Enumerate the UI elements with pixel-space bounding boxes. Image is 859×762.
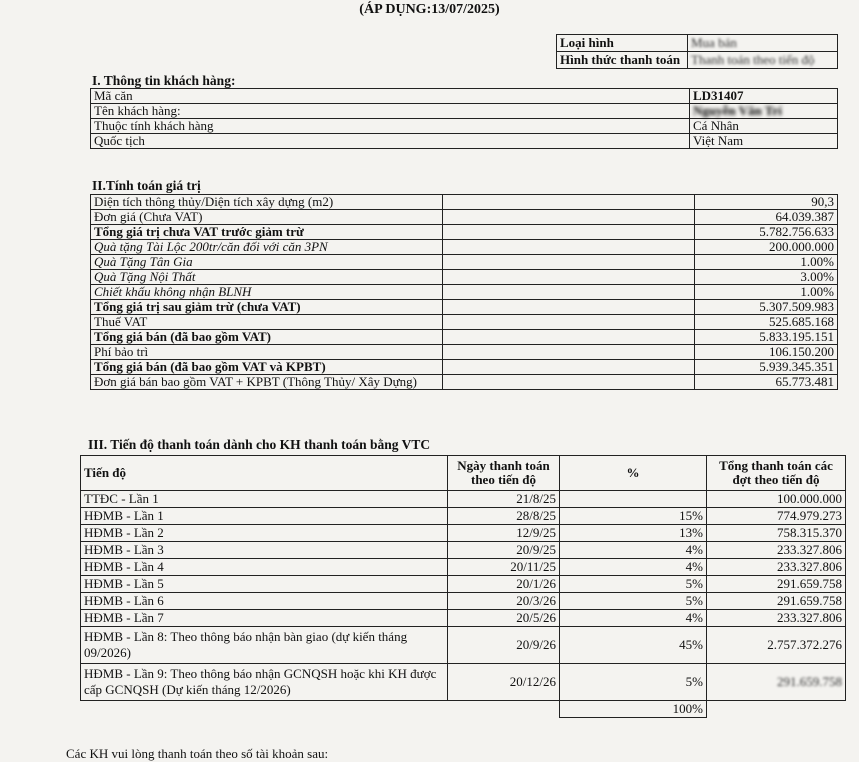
calc-row <box>91 315 838 330</box>
schedule-percent: 4% <box>560 559 707 576</box>
calc-row <box>91 225 838 240</box>
schedule-date: 20/5/26 <box>448 610 560 627</box>
schedule-date: 20/12/26 <box>448 664 560 701</box>
calc-spacer-cell <box>443 255 695 270</box>
calc-label: Đơn giá (Chưa VAT) <box>91 210 443 225</box>
schedule-amount: 291.659.758 <box>707 664 846 701</box>
calc-label: Quà Tặng Tân Gia <box>91 255 443 270</box>
calc-label: Tổng giá trị sau giảm trừ (chưa VAT) <box>91 300 443 315</box>
schedule-stage: HĐMB - Lần 6 <box>81 593 448 610</box>
schedule-amount: 291.659.758 <box>707 576 846 593</box>
type-label: Loại hình <box>557 35 688 52</box>
customer-type-label: Thuộc tính khách hàng <box>91 119 690 134</box>
document-title: (ÁP DỤNG:13/07/2025) <box>359 2 500 17</box>
schedule-amount: 100.000.000 <box>707 491 846 508</box>
schedule-row <box>81 627 846 664</box>
schedule-amount: 233.327.806 <box>707 610 846 627</box>
unit-code-value: LD31407 <box>690 89 838 104</box>
col-header-date: Ngày thanh toán theo tiến độ <box>448 456 560 491</box>
calc-row <box>91 210 838 225</box>
schedule-stage: HĐMB - Lần 3 <box>81 542 448 559</box>
schedule-total-row <box>81 701 846 718</box>
schedule-percent: 45% <box>560 627 707 664</box>
calc-label: Tổng giá bán (đã bao gồm VAT) <box>91 330 443 345</box>
type-box <box>556 34 838 69</box>
calc-label: Tổng giá bán (đã bao gồm VAT và KPBT) <box>91 360 443 375</box>
calc-label: Phí bảo trì <box>91 345 443 360</box>
calc-row <box>91 270 838 285</box>
calc-value: 5.833.195.151 <box>695 330 838 345</box>
schedule-row <box>81 664 846 701</box>
total-empty-cell <box>448 701 560 718</box>
col-header-amount: Tổng thanh toán các đợt theo tiến độ <box>707 456 846 491</box>
calc-row <box>91 240 838 255</box>
calc-value: 90,3 <box>695 195 838 210</box>
customer-row <box>91 104 838 119</box>
calc-label: Quà tặng Tài Lộc 200tr/căn đối với căn 3PN <box>91 240 443 255</box>
schedule-date: 20/9/25 <box>448 542 560 559</box>
calc-spacer-cell <box>443 315 695 330</box>
schedule-row <box>81 576 846 593</box>
schedule-row <box>81 508 846 525</box>
type-row <box>557 35 838 52</box>
customer-name-label: Tên khách hàng: <box>91 104 690 119</box>
calc-value: 525.685.168 <box>695 315 838 330</box>
schedule-percent: 13% <box>560 525 707 542</box>
schedule-percent: 5% <box>560 593 707 610</box>
schedule-row <box>81 559 846 576</box>
nationality-value: Việt Nam <box>690 134 838 149</box>
schedule-percent: 5% <box>560 664 707 701</box>
nationality-label: Quốc tịch <box>91 134 690 149</box>
calc-spacer-cell <box>443 330 695 345</box>
calc-spacer-cell <box>443 195 695 210</box>
schedule-percent: 4% <box>560 610 707 627</box>
schedule-row <box>81 610 846 627</box>
calc-row <box>91 255 838 270</box>
schedule-date: 21/8/25 <box>448 491 560 508</box>
schedule-percent: 5% <box>560 576 707 593</box>
calc-value: 5.782.756.633 <box>695 225 838 240</box>
calc-row <box>91 195 838 210</box>
payment-method-value: Thanh toán theo tiến độ <box>688 52 838 69</box>
total-empty-cell <box>81 701 448 718</box>
calc-spacer-cell <box>443 270 695 285</box>
calc-value: 5.939.345.351 <box>695 360 838 375</box>
schedule-amount: 233.327.806 <box>707 559 846 576</box>
schedule-header-row <box>81 456 846 491</box>
calc-value: 1.00% <box>695 285 838 300</box>
schedule-amount: 291.659.758 <box>707 593 846 610</box>
calc-section-heading: II.Tính toán giá trị <box>92 178 201 193</box>
schedule-date: 28/8/25 <box>448 508 560 525</box>
schedule-stage: HĐMB - Lần 5 <box>81 576 448 593</box>
customer-row <box>91 134 838 149</box>
calc-spacer-cell <box>443 225 695 240</box>
calc-label: Chiết khấu không nhận BLNH <box>91 285 443 300</box>
schedule-date: 12/9/25 <box>448 525 560 542</box>
schedule-amount: 774.979.273 <box>707 508 846 525</box>
calc-spacer-cell <box>443 300 695 315</box>
schedule-table <box>80 455 846 718</box>
schedule-percent: 15% <box>560 508 707 525</box>
schedule-total-percent: 100% <box>560 701 707 718</box>
calc-value: 200.000.000 <box>695 240 838 255</box>
schedule-stage: HĐMB - Lần 4 <box>81 559 448 576</box>
customer-type-value: Cá Nhân <box>690 119 838 134</box>
schedule-section-heading: III. Tiến độ thanh toán dành cho KH thanh toán bằng VTC <box>88 437 431 452</box>
calc-spacer-cell <box>443 210 695 225</box>
customer-name-value: Nguyễn Văn Trí <box>690 104 838 119</box>
customer-row <box>91 89 838 104</box>
schedule-row <box>81 491 846 508</box>
calc-label: Diện tích thông thủy/Diện tích xây dựng (m2) <box>91 195 443 210</box>
schedule-stage: HĐMB - Lần 9: Theo thông báo nhận GCNQSH hoặc khi KH được cấp GCNQSH (Dự kiến tháng 12/2026) <box>81 664 448 701</box>
calc-row <box>91 360 838 375</box>
schedule-stage: HĐMB - Lần 1 <box>81 508 448 525</box>
calc-value: 3.00% <box>695 270 838 285</box>
schedule-row <box>81 542 846 559</box>
calc-row <box>91 375 838 390</box>
calc-spacer-cell <box>443 360 695 375</box>
schedule-amount: 233.327.806 <box>707 542 846 559</box>
payment-method-row <box>557 52 838 69</box>
schedule-percent <box>560 491 707 508</box>
calc-spacer-cell <box>443 345 695 360</box>
calc-label: Thuế VAT <box>91 315 443 330</box>
calc-spacer-cell <box>443 285 695 300</box>
schedule-percent: 4% <box>560 542 707 559</box>
schedule-date: 20/11/25 <box>448 559 560 576</box>
schedule-row <box>81 593 846 610</box>
calc-spacer-cell <box>443 375 695 390</box>
calc-label: Quà Tặng Nội Thất <box>91 270 443 285</box>
calc-row <box>91 345 838 360</box>
schedule-stage: HĐMB - Lần 8: Theo thông báo nhận bàn giao (dự kiến tháng 09/2026) <box>81 627 448 664</box>
schedule-amount: 2.757.372.276 <box>707 627 846 664</box>
calc-value: 5.307.509.983 <box>695 300 838 315</box>
customer-table <box>90 88 838 149</box>
calc-spacer-cell <box>443 240 695 255</box>
footer-note: Các KH vui lòng thanh toán theo số tài khoản sau: <box>66 746 329 761</box>
calc-label: Đơn giá bán bao gồm VAT + KPBT (Thông Thủy/ Xây Dựng) <box>91 375 443 390</box>
calc-label: Tổng giá trị chưa VAT trước giảm trừ <box>91 225 443 240</box>
schedule-row <box>81 525 846 542</box>
calc-value: 64.039.387 <box>695 210 838 225</box>
type-value: Mua bán <box>688 35 838 52</box>
calc-value: 106.150.200 <box>695 345 838 360</box>
customer-section-heading: I. Thông tin khách hàng: <box>92 73 236 88</box>
customer-row <box>91 119 838 134</box>
payment-method-label: Hình thức thanh toán <box>557 52 688 69</box>
calc-value: 1.00% <box>695 255 838 270</box>
col-header-percent: % <box>560 456 707 491</box>
schedule-date: 20/3/26 <box>448 593 560 610</box>
calc-row <box>91 300 838 315</box>
schedule-stage: HĐMB - Lần 2 <box>81 525 448 542</box>
total-empty-cell <box>707 701 846 718</box>
schedule-stage: HĐMB - Lần 7 <box>81 610 448 627</box>
calc-row <box>91 330 838 345</box>
calc-table <box>90 194 838 390</box>
schedule-date: 20/1/26 <box>448 576 560 593</box>
schedule-amount: 758.315.370 <box>707 525 846 542</box>
schedule-date: 20/9/26 <box>448 627 560 664</box>
calc-row <box>91 285 838 300</box>
unit-code-label: Mã căn <box>91 89 690 104</box>
calc-value: 65.773.481 <box>695 375 838 390</box>
schedule-stage: TTĐC - Lần 1 <box>81 491 448 508</box>
col-header-stage: Tiến độ <box>81 456 448 491</box>
